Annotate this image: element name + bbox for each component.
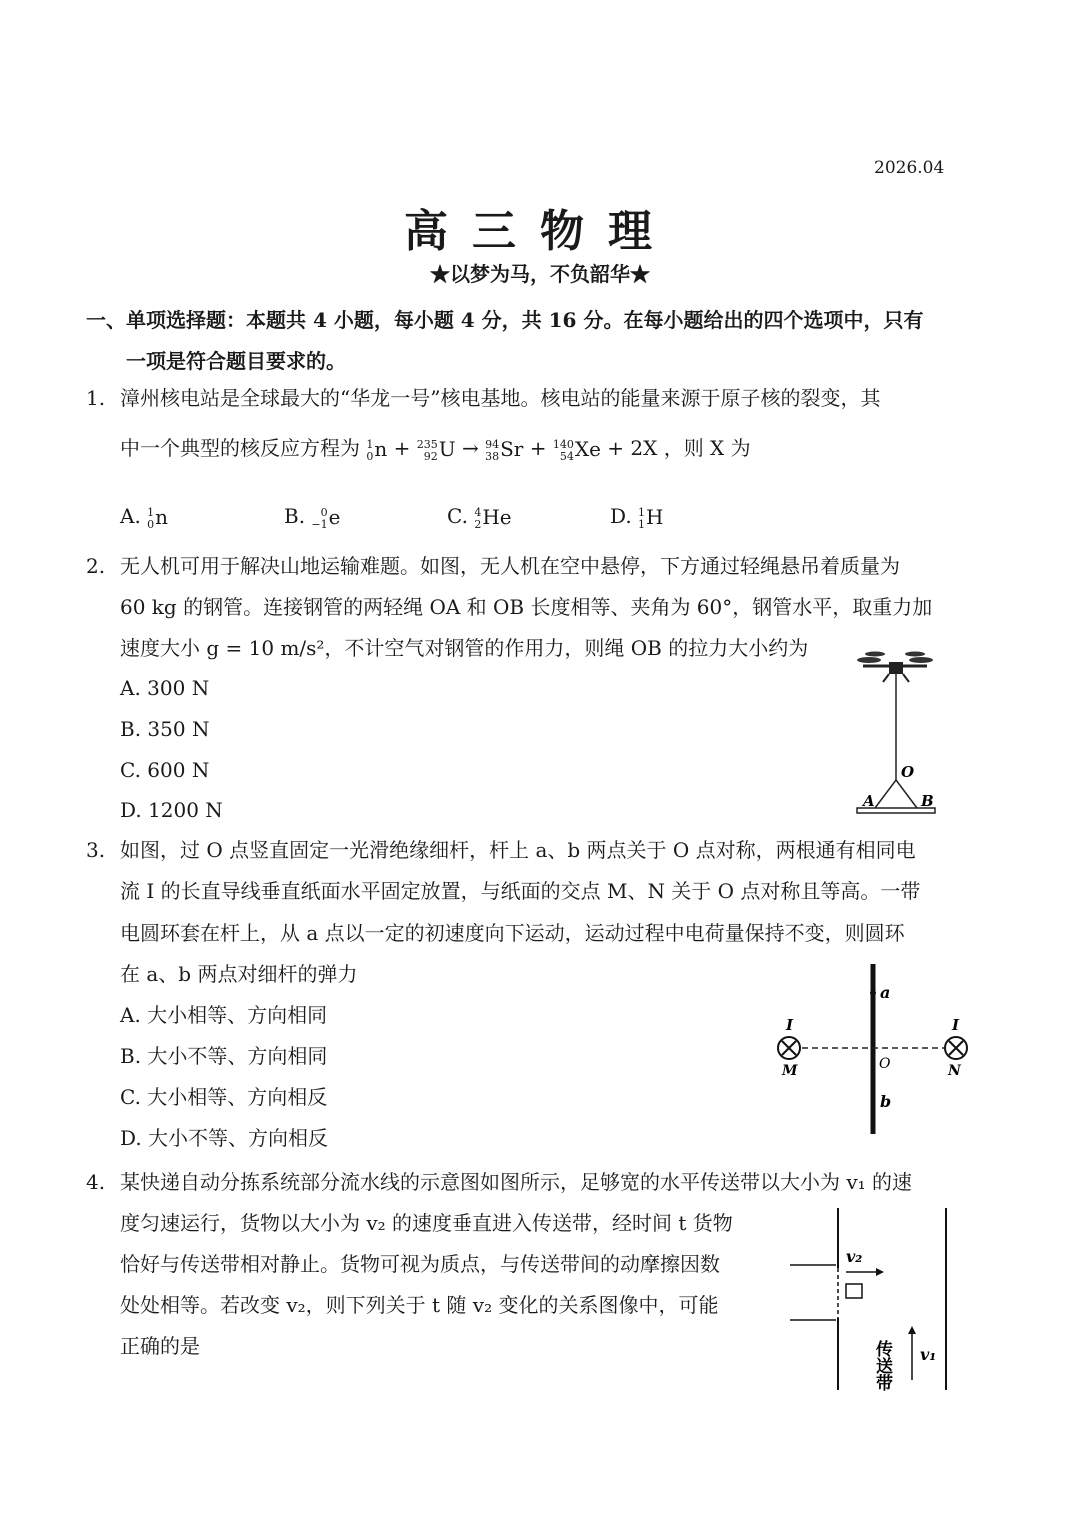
option-b[interactable]: B. 大小不等、方向相同 [120, 1044, 328, 1068]
question-text-line: 处处相等。若改变 v₂，则下列关于 t 随 v₂ 变化的关系图像中，可能 [120, 1293, 719, 1317]
section-heading [86, 300, 986, 382]
point-o-label: O [879, 1056, 891, 1072]
question-text-line: 电圆环套在杆上，从 a 点以一定的初速度向下运动，运动过程中电荷量保持不变，则圆环 [120, 921, 905, 945]
option-d[interactable]: D. 1200 N [120, 798, 223, 822]
question-text-line: 60 kg 的钢管。连接钢管的两轻绳 OA 和 OB 长度相等、夹角为 60°，钢管水平，取重力加 [120, 595, 933, 619]
v2-label: v₂ [846, 1247, 863, 1266]
section-heading-line1: 一、单项选择题：本题共 4 小题，每小题 4 分，共 16 分。在每小题给出的四个选项中，只有 [86, 308, 924, 332]
question-number: 3. [86, 838, 106, 862]
rod-wires-figure [770, 960, 980, 1140]
drone-figure [845, 640, 945, 820]
belt-label: 传送带 [872, 1340, 892, 1391]
point-b-label: B [921, 792, 934, 810]
rope-oa [875, 780, 896, 808]
question-text: ，则 X 为 [663, 436, 751, 460]
option-a[interactable]: A. 1 0 n [120, 504, 169, 531]
question-text-line: 某快递自动分拣系统部分流水线的示意图如图所示，足够宽的水平传送带以大小为 v₁ 的速 [120, 1170, 913, 1194]
wire-n-icon [945, 1037, 967, 1059]
exam-date: 2026.04 [874, 158, 945, 178]
question-text-line: 速度大小 g = 10 m/s²，不计空气对钢管的作用力，则绳 OB 的拉力大小约为 [120, 636, 809, 660]
point-a-dot [870, 990, 876, 996]
question-text-line: 无人机可用于解决山地运输难题。如图，无人机在空中悬停，下方通过轻绳悬吊着质量为 [120, 554, 900, 578]
cargo-box [846, 1284, 862, 1298]
question-text-line: 正确的是 [120, 1334, 200, 1358]
point-n-label: N [948, 1063, 961, 1079]
question-text-line: 恰好与传送带相对静止。货物可视为质点，与传送带间的动摩擦因数 [120, 1252, 720, 1276]
question-number: 2. [86, 554, 106, 578]
point-o-label: O [901, 763, 915, 781]
question-text-line: 如图，过 O 点竖直固定一光滑绝缘细杆，杆上 a、b 两点关于 O 点对称，两根通有相同电 [120, 838, 916, 862]
rope-ob [896, 780, 917, 808]
question-text-line: 流 I 的长直导线垂直纸面水平固定放置，与纸面的交点 M、N 关于 O 点对称且等高。一带 [120, 879, 921, 903]
point-a-label: A [863, 792, 875, 810]
question-number: 1. [86, 386, 106, 410]
conveyor-figure [780, 1200, 970, 1395]
current-label-n: I [952, 1016, 960, 1034]
wire-m-icon [778, 1037, 800, 1059]
option-a[interactable]: A. 300 N [120, 676, 210, 700]
v1-label: v₁ [920, 1345, 937, 1364]
option-b[interactable]: B. 0 −1 e [284, 504, 341, 531]
question-text-line: 在 a、b 两点对细杆的弹力 [120, 962, 358, 986]
question-text: 中一个典型的核反应方程为 [120, 436, 360, 460]
option-c[interactable]: C. 大小相等、方向相反 [120, 1085, 328, 1109]
point-b-label: b [880, 1092, 892, 1111]
question-text-line [120, 428, 751, 470]
option-c[interactable]: C. 4 2 He [447, 504, 512, 531]
point-b-dot [871, 1100, 875, 1104]
option-c[interactable]: C. 600 N [120, 758, 210, 782]
option-d[interactable]: D. 1 1 H [610, 504, 664, 531]
option-d[interactable]: D. 大小不等、方向相反 [120, 1126, 329, 1150]
drone-icon [857, 652, 933, 683]
question-number: 4. [86, 1170, 106, 1194]
section-heading-line2: 一项是符合题目要求的。 [126, 349, 346, 373]
option-b[interactable]: B. 350 N [120, 717, 210, 741]
current-label-m: I [786, 1016, 794, 1034]
page-title: 高三物理 [404, 206, 676, 257]
question-text-line: 度匀速运行，货物以大小为 v₂ 的速度垂直进入传送带，经时间 t 货物 [120, 1211, 733, 1235]
motto: ★以梦为马，不负韶华★ [430, 262, 650, 286]
point-m-label: M [782, 1063, 798, 1079]
question-text-line: 漳州核电站是全球最大的“华龙一号”核电基地。核电站的能量来源于原子核的裂变，其 [120, 386, 881, 410]
point-a-label: a [880, 983, 891, 1002]
option-a[interactable]: A. 大小相等、方向相同 [120, 1003, 328, 1027]
nuclear-equation: 1 0 n + 235 92 U → 94 38 Sr + 140 54 Xe + 2X [366, 436, 664, 463]
